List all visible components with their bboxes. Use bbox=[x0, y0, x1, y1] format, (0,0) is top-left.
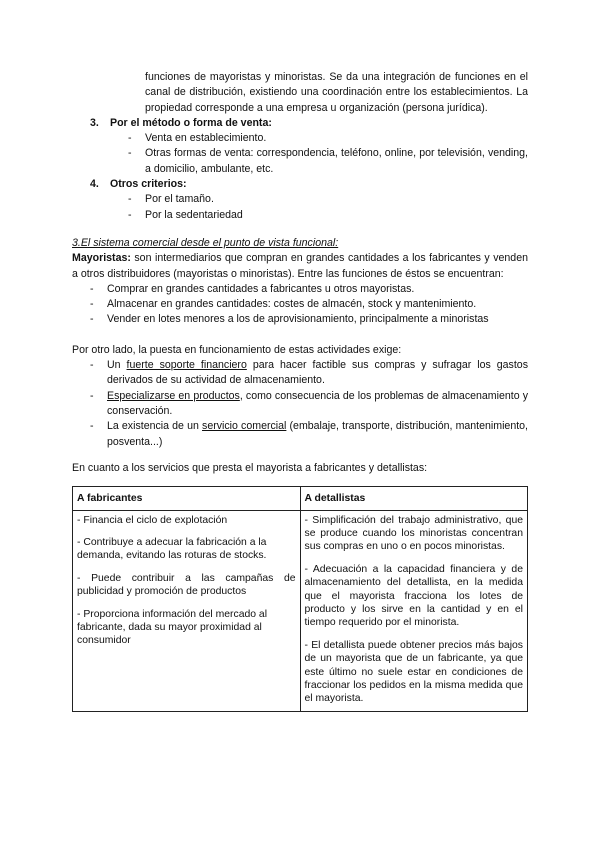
criterion-number: 3. bbox=[90, 116, 99, 129]
list-item: - Por el tamaño. bbox=[128, 192, 528, 207]
table-item: - Puede contribuir a las campañas de publicidad y promoción de productos bbox=[77, 572, 296, 598]
section-heading: 3.El sistema comercial desde el punto de vista funcional: bbox=[72, 236, 339, 249]
text: Un bbox=[107, 359, 127, 372]
mayoristas-label: Mayoristas: bbox=[72, 252, 131, 265]
list-item: - Almacenar en grandes cantidades: costes de almacén, stock y mantenimiento. bbox=[90, 297, 528, 312]
text: La existencia de un bbox=[107, 420, 203, 433]
list-item: - Comprar en grandes cantidades a fabricantes u otros mayoristas. bbox=[90, 282, 528, 297]
list-item: - Otras formas de venta: correspondencia, teléfono, online, por televisión, vending, a domicilio, ambulante, etc. bbox=[128, 146, 528, 177]
column-header: A detallistas bbox=[300, 487, 528, 510]
requirements-intro: Por otro lado, la puesta en funcionamiento de estas actividades exige: bbox=[72, 343, 402, 356]
table-item: - Proporciona información del mercado al fabricante, dada su mayor proximidad al consumidor bbox=[77, 608, 268, 647]
intro-paragraph: funciones de mayoristas y minoristas. Se da una integración de funciones en el canal de distribución, existiendo una coordinación entre los establecimientos. La propiedad corresponde a una empresa u organización (persona jurídica). bbox=[145, 71, 528, 114]
table-item: - Simplificación del trabajo administrativo, que se produce cuando los minoristas concentran sus compras en uno o en pocos minoristas. bbox=[304, 514, 523, 553]
detallistas-cell bbox=[300, 510, 528, 711]
criterion-4 bbox=[72, 177, 528, 223]
list-item bbox=[90, 419, 528, 450]
criterion-title: Por el método o forma de venta: bbox=[110, 116, 272, 129]
mayoristas-text: son intermediarios que compran en grandes cantidades a los fabricantes y venden a otros distribuidores (mayoristas o minoristas). Entre las funciones de éstos se encuentran: bbox=[72, 252, 528, 280]
text: para hacer factible sus compras y sufragar los gastos derivados de su actividad de almacenamiento. bbox=[107, 359, 528, 387]
criterion-3 bbox=[72, 116, 528, 177]
document-page bbox=[72, 70, 528, 712]
criterion-number: 4. bbox=[90, 178, 99, 191]
services-intro: En cuanto a los servicios que presta el mayorista a fabricantes y detallistas: bbox=[72, 461, 428, 474]
underlined-term: Especializarse en productos bbox=[107, 389, 240, 402]
table-item: - El detallista puede obtener precios más bajos de un mayorista que de un fabricante, ya que este último no suele estar en condiciones de fraccionar los pedidos en la misma medida que el mayorista. bbox=[304, 639, 523, 705]
text: (embalaje, transporte, distribución, mantenimiento, posventa...) bbox=[107, 420, 528, 448]
table-item: - Adecuación a la capacidad financiera y de almacenamiento del detallista, en la medida que el mayorista fracciona los lotes de producto y los sirve en la cantidad y en el tiempo requerido por el minorista. bbox=[304, 563, 523, 629]
text: , como consecuencia de los problemas de almacenamiento y conservación. bbox=[107, 389, 528, 417]
mayoristas-paragraph bbox=[72, 251, 528, 282]
list-item bbox=[90, 358, 528, 389]
table-item: - Contribuye a adecuar la fabricación a la demanda, evitando las roturas de stocks. bbox=[77, 536, 267, 562]
services-table bbox=[72, 486, 528, 712]
list-item: - Vender en lotes menores a los de aprovisionamiento, principalmente a minoristas bbox=[90, 312, 528, 327]
criterion-title: Otros criterios: bbox=[110, 178, 187, 191]
underlined-term: servicio comercial bbox=[202, 420, 287, 433]
column-header: A fabricantes bbox=[73, 487, 301, 510]
table-item: - Financia el ciclo de explotación bbox=[77, 514, 228, 526]
underlined-term: fuerte soporte financiero bbox=[126, 359, 247, 372]
fabricantes-cell bbox=[73, 510, 301, 711]
list-item: - Por la sedentariedad bbox=[128, 208, 528, 223]
list-item bbox=[90, 389, 528, 420]
list-item: - Venta en establecimiento. bbox=[128, 131, 528, 146]
